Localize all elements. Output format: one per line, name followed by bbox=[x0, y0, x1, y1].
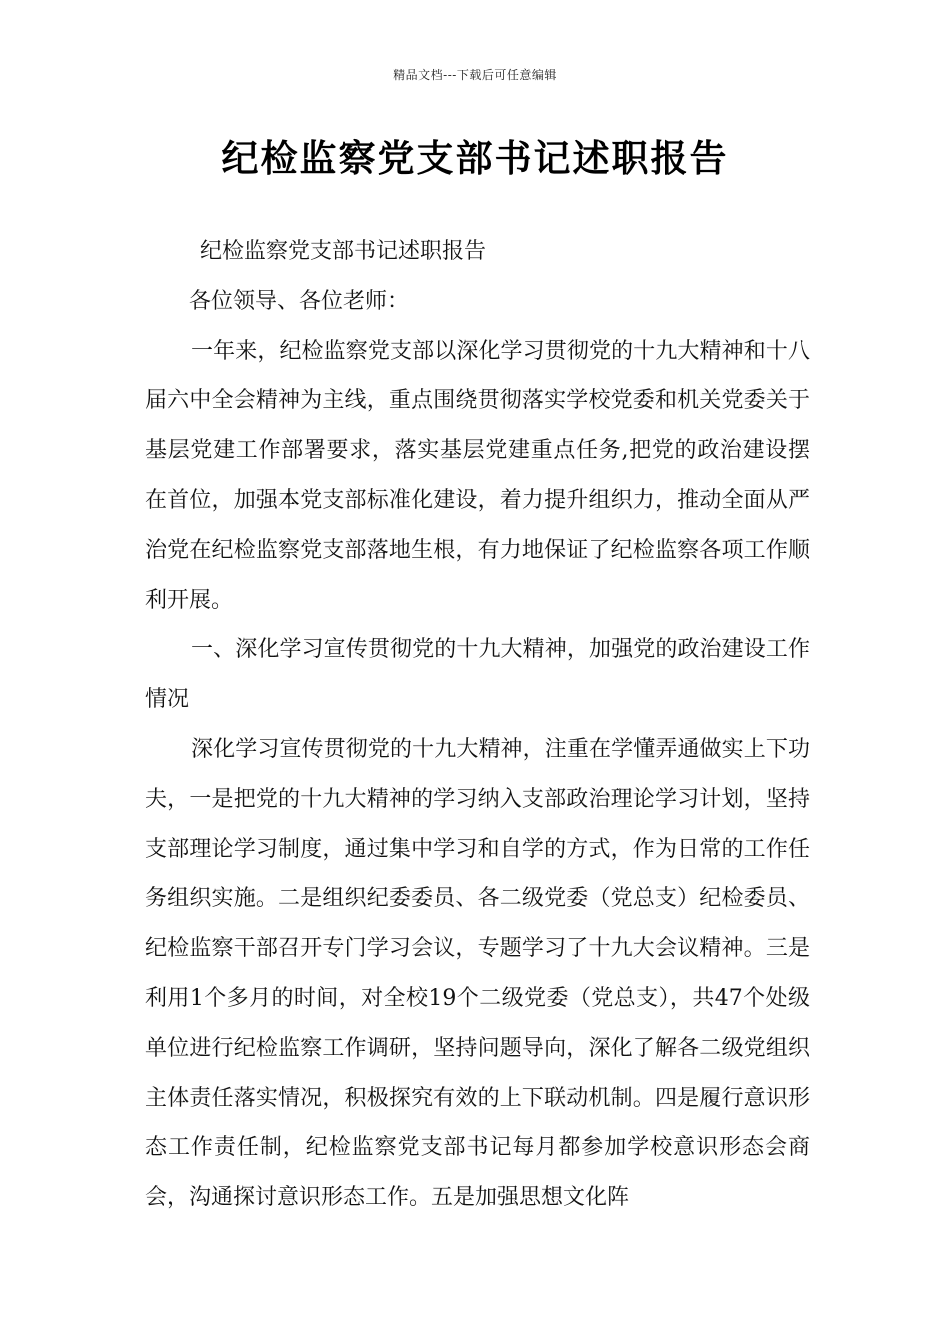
header-note: 精品文档---下载后可任意编辑 bbox=[393, 68, 557, 82]
section-heading-1: 一、深化学习宣传贯彻党的十九大精神，加强党的政治建设工作情况 bbox=[145, 637, 810, 713]
paragraph-intro: 一年来，纪检监察党支部以深化学习贯彻党的十九大精神和十八届六中全会精神为主线，重点围绕贯彻落实学校党委和机关党委关于基层党建工作部署要求，落实基层党建重点任务,把党的政治建设摆在首位，加强本党支部标准化建设，着力提升组织力，推动全面从严治党在纪检监察党支部落地生根，有力地保证了纪检监察各项工作顺利开展。 bbox=[145, 338, 810, 613]
document-title: 纪检监察党支部书记述职报告 bbox=[221, 136, 729, 180]
paragraph-section-1: 深化学习宣传贯彻党的十九大精神，注重在学懂弄通做实上下功夫，一是把党的十九大精神的学习纳入支部政治理论学习计划，坚持支部理论学习制度，通过集中学习和自学的方式，作为日常的工作任务组织实施。二是组织纪委委员、各二级党委（党总支）纪检委员、纪检监察干部召开专门学习会议，专题学习了十九大会议精神。三是利用1个多月的时间，对全校19个二级党委（党总支），共47个处级单位进行纪检监察工作调研，坚持问题导向，深化了解各二级党组织主体责任落实情况，积极探究有效的上下联动机制。四是履行意识形态工作责任制，纪检监察党支部书记每月都参加学校意识形态会商会，沟通探讨意识形态工作。五是加强思想文化阵 bbox=[145, 736, 810, 1211]
salutation: 各位领导、各位老师： bbox=[189, 288, 410, 314]
document-body bbox=[145, 227, 810, 1223]
document-subtitle: 纪检监察党支部书记述职报告 bbox=[200, 239, 487, 264]
